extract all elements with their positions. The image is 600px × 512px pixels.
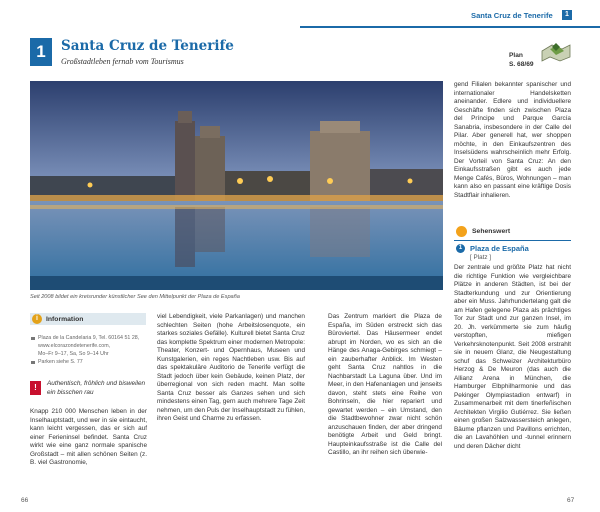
article-subtitle: Großstadtleben fernab vom Tourismus — [61, 57, 184, 66]
sight-name: Plaza de España — [470, 244, 529, 253]
exclamation-icon: ! — [30, 381, 41, 395]
text-column-3: Das Zentrum markiert die Plaza de España, im Süden erstreckt sich das Büroviertel. Das Häusermeer endet abrupt im Norden, wo es sich an die Hänge des Anaga-Gebirges schmiegt – ein zauberhafter Anblick. Im Westen geht Santa Cruz nahtlos in die Nachbarstadt La Laguna über. Und im Meer, in den Hafenanlagen und jenseits davon, steht stets eine Reihe von Bohrinseln, die hier repariert und gewartet werden – ein Umstand, den die Stadtbewohner zwar nicht schön anzuschauen finden, der aber dringend benötigte Arbeit und Geld bringt. Haupteinkaufsstraße ist die Calle del Castillo, an ihr reihen sich überwie- — [328, 313, 442, 456]
plan-label: Plan — [509, 52, 523, 59]
text-column-2: viel Lebendigkeit, viele Parkanlagen) und manchen schlechten Seiten (hohe Arbeitslosenquote, ein starkes soziales Gefälle). Kulturell bietet Santa Cruz das komplette Spektrum einer modernen Metropole: Theater, Konzert- und Opernhaus, Museen und Kunstgalerien, ein reges Nachtleben usw. Bis auf das spektakuläre Auditorio de Tenerife verfügt die Stadt jedoch über kein Gebäude, keinen Platz, der überregional von sich reden macht. Man sollte Santa Cruz besser als Ganzes sehen und sich mindestens einen Tag, gern auch mehrere Tage Zeit nehmen, um den Puls der Inselhauptstadt zu fühlen, ihren Geist und Charme zu erfassen. — [157, 313, 305, 422]
photo-caption: Seit 2008 bildet ein kreisrunder künstlicher See den Mittelpunkt der Plaza de España — [30, 294, 240, 300]
article-number: 1 — [30, 38, 52, 66]
sight-section-icon — [456, 226, 467, 237]
text-column-4-top: gend Filialen bekannter spanischer und internationaler Handelsketten aneinander. Edlere und individuellere Geschäfte finden sich zwischen Plaza del Príncipe und Parque García Sanabria, insbesondere in der Calle del Pilar. Aber generell hat, wer shoppen möchte, in den Einkaufszentren des Inselsüdens wahrscheinlich mehr Erfolg. Der Vorteil von Santa Cruz: An den Einkaufsstraßen gibt es auch jede Menge Cafés, Büros, Wohnungen – man kann also en passant eine kräftige Dosis Stadtflair inhalieren. — [454, 81, 571, 199]
header-rule — [300, 26, 600, 28]
text-column-4-bottom: Der zentrale und größte Platz hat nicht die richtige Funktion wie vergleichbare Plätze in anderen Städten, ist bei der Stadterkundung und zur Orientierung aber ein Muss. Jahrhundertelang galt die am Hafen gelegene Plaza als prächtiges Tor zur Stadt und zur ganzen Insel, im 20. Jh. verkümmerte sie zum häufig verstopften, miefigen Verkehrsknotenpunkt. Seit 2008 erstrahlt sie in neuem Glanz, die Neugestaltung schuf das Schweizer Architekturbüro Herzog & De Meuron (das auch die Allianz Arena in München, die Hamburger Elbphilharmonie und das Pekinger Olympiastadion entwarf) in Zusammenarbeit mit dem tinerfeñischen Architekten Virgilio Gutiérrez. Sie ließen einen großen Salzwassersteich anlegen, Bäume pflanzen und Pavillons errichten, die an Lavahöhlen und -tunnel erinnern und deren Dächer dicht — [454, 264, 571, 450]
quote-text: Authentisch, fröhlich und bisweilen ein bisschen rau — [47, 380, 146, 396]
info-parking: Parken siehe S. 77 — [30, 358, 146, 366]
info-address: Plaza de la Candelaria 9, Tel. 60164 51 28, — [30, 334, 146, 342]
info-header — [30, 313, 146, 325]
text-column-1: Knapp 210 000 Menschen leben in der Inselhauptstadt, und wer in sie eintaucht, kann leicht vergessen, das er sich auf einer Ferieninsel befindet. Santa Cruz wirkt wie eine ganz normale spanische Großstadt – mit allen schönen Seiten (z. B. viel Gastronomie, — [30, 408, 147, 466]
chapter-number-badge: 1 — [562, 10, 572, 20]
sight-number: 1 — [456, 244, 465, 253]
sight-section-label: Sehenswert — [472, 228, 511, 235]
article-title: Santa Cruz de Tenerife — [61, 38, 234, 54]
page-number-left: 66 — [21, 497, 29, 504]
info-icon: i — [32, 314, 42, 324]
map-icon — [540, 41, 572, 65]
page-number-right: 67 — [567, 497, 575, 504]
sight-section-rule — [454, 240, 571, 241]
quote-box — [30, 380, 148, 397]
info-website[interactable]: www.elcorazondetenerife.com, — [38, 343, 111, 349]
plan-pages: S. 68/69 — [509, 61, 534, 68]
info-hours: Mo–Fr 9–17, Sa, So 9–14 Uhr — [38, 351, 109, 357]
sight-category: [ Platz ] — [470, 254, 491, 261]
info-label: Information — [46, 315, 84, 323]
info-box — [30, 313, 146, 367]
header-title: Santa Cruz de Tenerife — [471, 11, 553, 20]
hero-photo — [30, 81, 443, 290]
